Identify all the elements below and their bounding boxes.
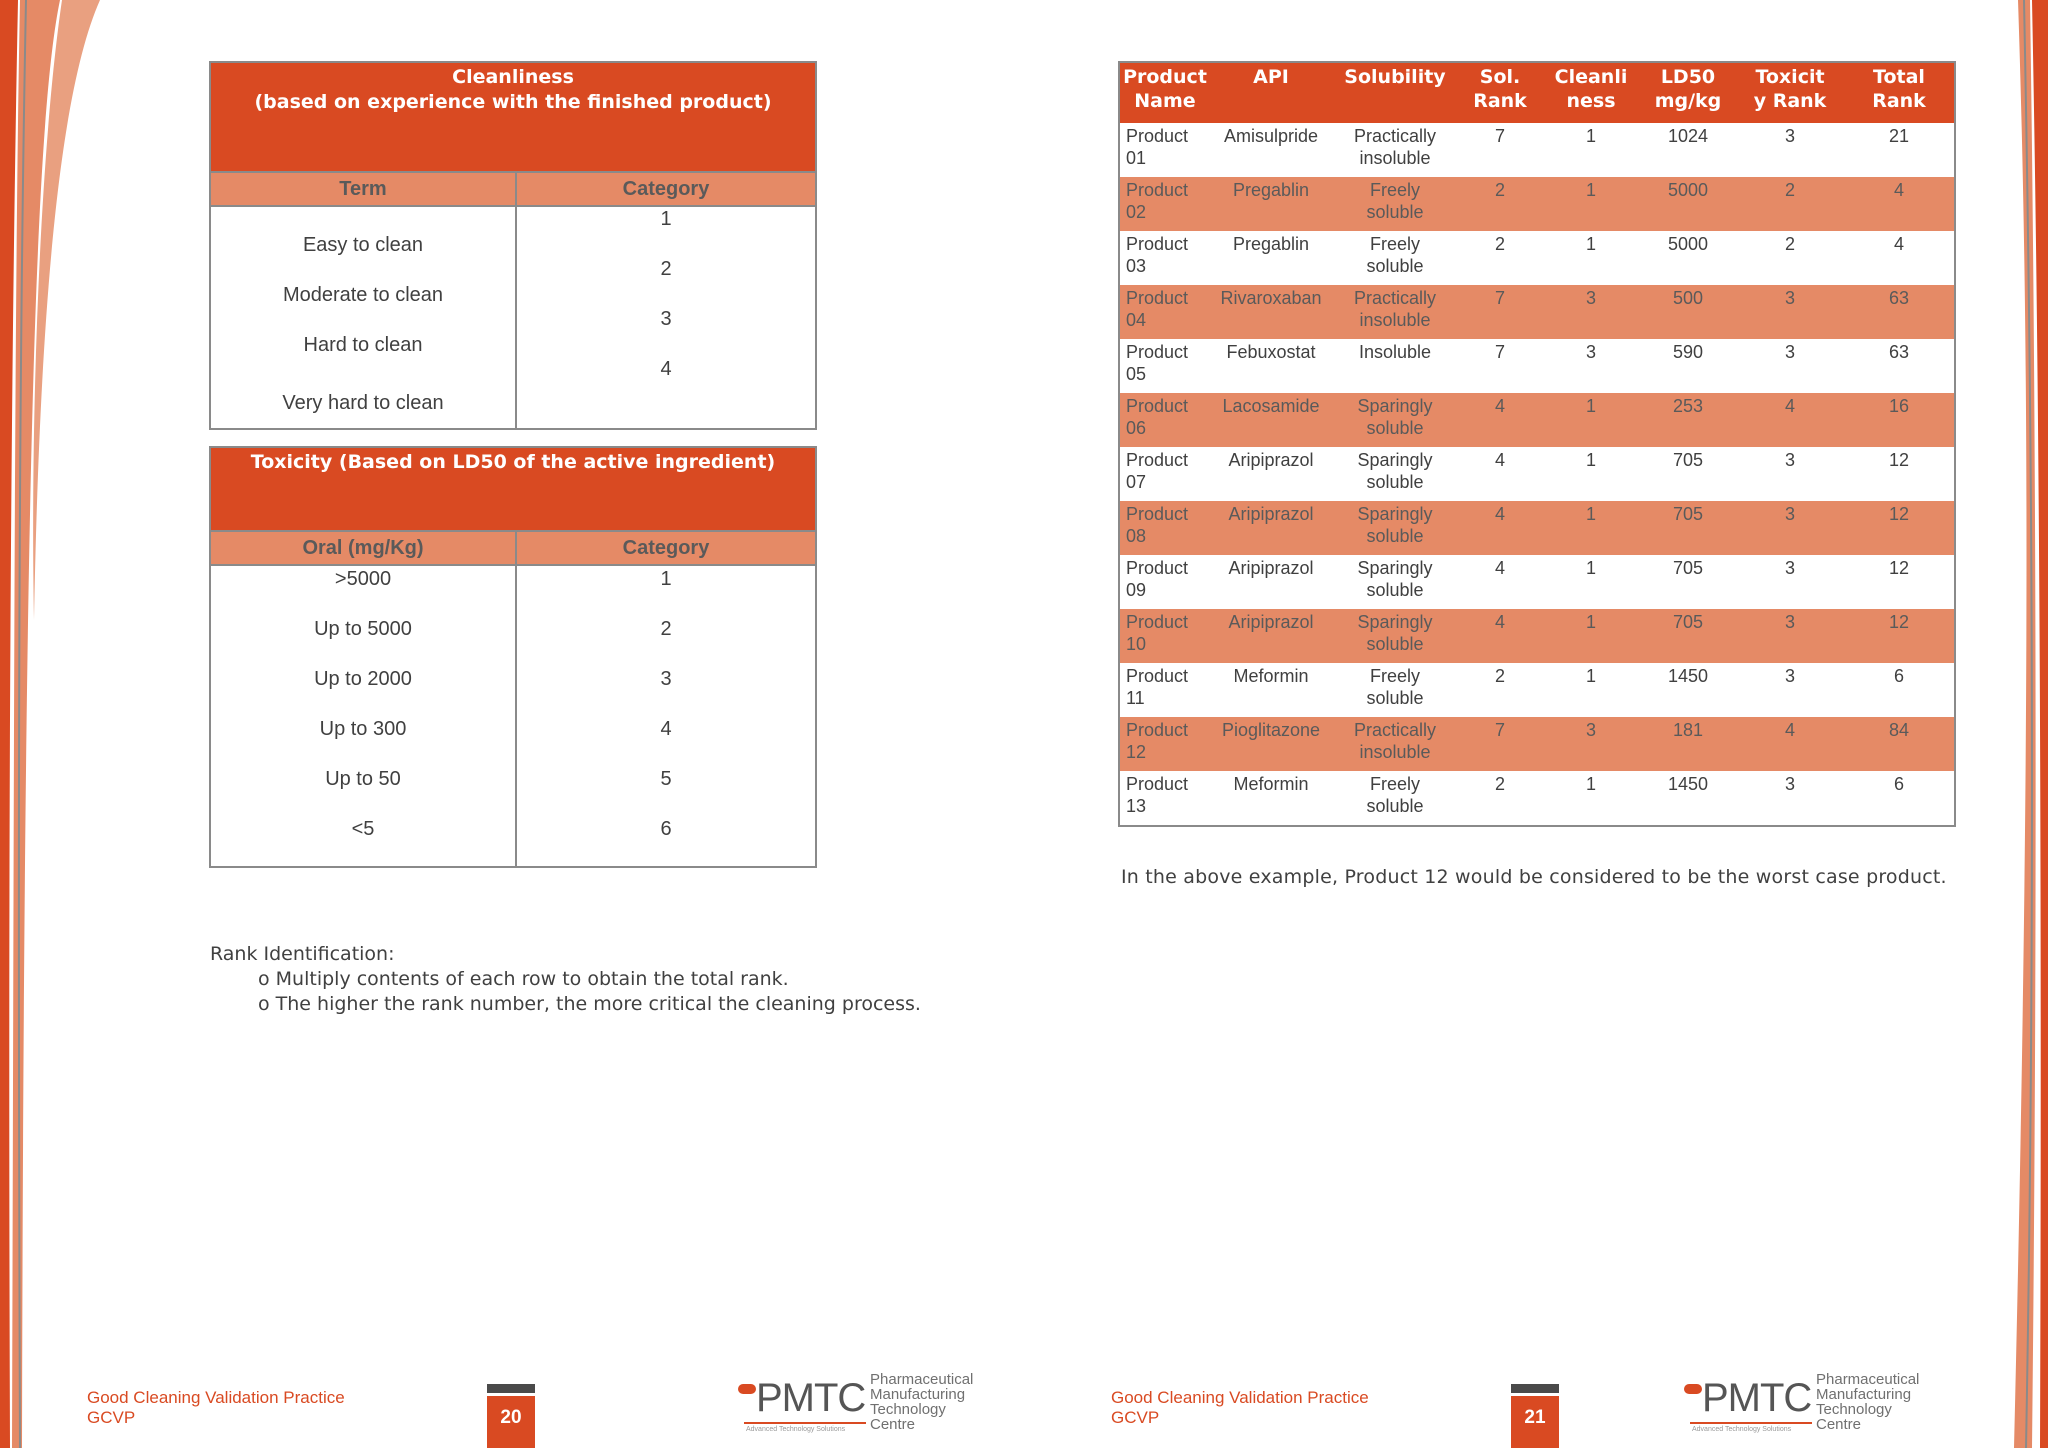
api-cell: Lacosamide <box>1210 393 1332 447</box>
toxicity-rank-cell: 3 <box>1736 285 1844 339</box>
cleanliness-cell: 3 <box>1542 717 1640 771</box>
ld50-cell: 253 <box>1640 393 1736 447</box>
oral-cell: >5000 <box>334 568 392 590</box>
api-cell: Aripiprazol <box>1210 501 1332 555</box>
footer-left-line2: GCVP <box>87 1408 136 1427</box>
ld50-cell: 5000 <box>1667 234 1709 254</box>
api-cell: Aripiprazol <box>1210 609 1332 663</box>
solubility-cell: Sparingly soluble <box>1332 609 1458 663</box>
sol-rank-cell: 7 <box>1494 126 1505 146</box>
solubility-cell: Freely soluble <box>1332 177 1458 231</box>
toxicity-rank-cell: 3 <box>1784 666 1795 686</box>
cleanliness-cell: 1 <box>1542 609 1640 663</box>
toxicity-rank-cell: 3 <box>1784 558 1795 578</box>
total-rank-cell: 21 <box>1888 126 1910 146</box>
category-cell: 5 <box>660 768 672 790</box>
column-header-oral: Oral (mg/Kg) <box>210 531 516 565</box>
footer-left-title <box>87 1388 345 1428</box>
footer-right-line2: GCVP <box>1111 1408 1160 1427</box>
category-cell: 3 <box>660 308 672 330</box>
pmtc-logo-right <box>1678 1372 1938 1438</box>
ld50-cell: 705 <box>1640 609 1736 663</box>
category-cell: 1 <box>660 568 672 590</box>
category-cell: 2 <box>660 258 672 280</box>
solubility-cell: Practically insoluble <box>1332 717 1458 771</box>
cleanliness-cell: 1 <box>1585 666 1596 686</box>
page-number-right: 21 <box>1511 1396 1559 1448</box>
toxicity-rank-cell: 3 <box>1784 774 1795 794</box>
cleanliness-cell: 1 <box>1585 774 1596 794</box>
sol-rank-cell: 7 <box>1458 285 1542 339</box>
column-header-total-rank: Total Rank <box>1844 62 1955 123</box>
toxicity-rank-cell: 3 <box>1784 126 1795 146</box>
sol-rank-cell: 7 <box>1458 717 1542 771</box>
footer-right-line1: Good Cleaning Validation Practice <box>1111 1388 1369 1407</box>
category-cell: 4 <box>660 358 672 380</box>
toxicity-rank-cell: 3 <box>1736 609 1844 663</box>
product-name-cell: Product 09 <box>1126 558 1189 600</box>
table-row <box>1119 717 1955 771</box>
product-name-cell: Product 06 <box>1119 393 1210 447</box>
product-name-cell: Product 11 <box>1126 666 1189 708</box>
logo-wordmark: PMTC <box>756 1376 866 1420</box>
solubility-cell: Practically insoluble <box>1332 285 1458 339</box>
product-name-cell: Product 04 <box>1119 285 1210 339</box>
table-row <box>1119 663 1955 717</box>
api-cell: Meformin <box>1233 774 1309 794</box>
table-row <box>1119 285 1955 339</box>
cleanliness-title-line1: Cleanliness <box>452 66 574 88</box>
api-cell: Pioglitazone <box>1210 717 1332 771</box>
product-name-cell: Product 13 <box>1126 774 1189 816</box>
total-rank-cell: 12 <box>1844 501 1955 555</box>
total-rank-cell: 12 <box>1888 450 1910 470</box>
worst-case-note: In the above example, Product 12 would be considered to be the worst case product. <box>1121 866 1947 888</box>
category-column <box>516 565 816 867</box>
category-cell: 6 <box>660 818 672 840</box>
api-cell: Aripiprazol <box>1228 558 1314 578</box>
product-name-cell: Product 01 <box>1126 126 1189 168</box>
sol-rank-cell: 4 <box>1458 609 1542 663</box>
solubility-cell: Sparingly soluble <box>1357 558 1433 600</box>
table-row <box>1119 393 1955 447</box>
solubility-cell: Insoluble <box>1358 342 1432 362</box>
sol-rank-cell: 7 <box>1494 342 1505 362</box>
page-number-bar <box>1511 1384 1559 1393</box>
term-column <box>210 206 516 429</box>
total-rank-cell: 63 <box>1888 342 1910 362</box>
product-name-cell: Product 02 <box>1119 177 1210 231</box>
sol-rank-cell: 4 <box>1494 450 1505 470</box>
ld50-cell: 590 <box>1672 342 1704 362</box>
column-header-cleanliness: Cleanli ness <box>1542 62 1640 123</box>
ld50-cell: 500 <box>1640 285 1736 339</box>
logo-subtitle: Pharmaceutical Manufacturing Technology Centre <box>1816 1371 1920 1433</box>
total-rank-cell: 6 <box>1893 774 1904 794</box>
solubility-cell: Sparingly soluble <box>1332 501 1458 555</box>
term-cell: Very hard to clean <box>282 392 444 414</box>
total-rank-cell: 12 <box>1844 609 1955 663</box>
rank-identification-bullet: o Multiply contents of each row to obtain the total rank. <box>258 968 789 990</box>
cleanliness-cell: 1 <box>1542 501 1640 555</box>
cleanliness-cell: 1 <box>1585 126 1596 146</box>
total-rank-cell: 6 <box>1893 666 1904 686</box>
column-header-product-name: Product Name <box>1119 62 1210 123</box>
product-name-cell: Product 05 <box>1126 342 1189 384</box>
product-name-cell: Product 08 <box>1119 501 1210 555</box>
sol-rank-cell: 4 <box>1458 393 1542 447</box>
toxicity-table-title: Toxicity (Based on LD50 of the active ingredient) <box>210 447 816 531</box>
sol-rank-cell: 2 <box>1494 666 1505 686</box>
solubility-cell: Practically insoluble <box>1353 126 1437 168</box>
column-header-solubility: Solubility <box>1332 62 1458 123</box>
rank-identification-bullet: o The higher the rank number, the more critical the cleaning process. <box>258 993 921 1015</box>
page-number-left: 20 <box>487 1396 535 1448</box>
api-cell: Meformin <box>1233 666 1309 686</box>
cleanliness-title-line2: (based on experience with the finished product) <box>254 91 772 113</box>
sol-rank-cell: 4 <box>1458 501 1542 555</box>
solubility-cell: Sparingly soluble <box>1357 450 1433 492</box>
total-rank-cell: 63 <box>1844 285 1955 339</box>
rank-identification-heading: Rank Identification: <box>210 943 395 965</box>
product-name-cell: Product 07 <box>1126 450 1189 492</box>
footer-right-title <box>1111 1388 1369 1428</box>
total-rank-cell: 84 <box>1844 717 1955 771</box>
solubility-cell: Freely soluble <box>1366 774 1424 816</box>
product-name-cell: Product 10 <box>1119 609 1210 663</box>
table-row <box>1119 123 1955 177</box>
term-cell: Easy to clean <box>302 234 424 256</box>
ld50-cell: 705 <box>1672 558 1704 578</box>
logo-underline <box>1690 1422 1812 1424</box>
total-rank-cell: 4 <box>1893 234 1904 254</box>
ld50-cell: 705 <box>1640 501 1736 555</box>
column-header-ld50: LD50 mg/kg <box>1640 62 1736 123</box>
toxicity-rank-cell: 3 <box>1736 501 1844 555</box>
category-cell: 2 <box>660 618 672 640</box>
table-row <box>1119 177 1955 231</box>
sol-rank-cell: 2 <box>1458 177 1542 231</box>
table-row <box>1119 609 1955 663</box>
term-cell: Moderate to clean <box>282 284 444 306</box>
category-cell: 1 <box>660 208 672 230</box>
ld50-cell: 705 <box>1672 450 1704 470</box>
toxicity-rank-cell: 3 <box>1784 342 1795 362</box>
logo-underline <box>744 1422 866 1424</box>
solubility-cell: Freely soluble <box>1366 666 1424 708</box>
oral-column <box>210 565 516 867</box>
logo-tagline: Advanced Technology Solutions <box>1692 1426 1792 1433</box>
footer-left-line1: Good Cleaning Validation Practice <box>87 1388 345 1407</box>
logo-mark-icon <box>1684 1384 1702 1394</box>
api-cell: Rivaroxaban <box>1210 285 1332 339</box>
product-name-cell: Product 03 <box>1126 234 1189 276</box>
ld50-cell: 1024 <box>1667 126 1709 146</box>
term-cell: Hard to clean <box>303 334 423 356</box>
logo-subtitle: Pharmaceutical Manufacturing Technology Centre <box>870 1371 974 1433</box>
oral-cell: Up to 50 <box>325 768 401 790</box>
product-table-header-row <box>1119 62 1955 123</box>
solubility-cell: Freely soluble <box>1366 234 1424 276</box>
cleanliness-cell: 1 <box>1542 177 1640 231</box>
ld50-cell: 1450 <box>1667 774 1709 794</box>
oral-cell: Up to 300 <box>319 718 407 740</box>
table-row <box>1119 555 1955 609</box>
right-page-edge-decoration <box>1988 0 2048 1448</box>
cleanliness-cell: 1 <box>1585 450 1596 470</box>
cleanliness-cell: 1 <box>1542 393 1640 447</box>
ld50-cell: 181 <box>1640 717 1736 771</box>
logo-tagline: Advanced Technology Solutions <box>746 1426 846 1433</box>
cleanliness-cell: 1 <box>1585 558 1596 578</box>
cleanliness-cell: 3 <box>1585 342 1596 362</box>
cleanliness-table-title <box>210 62 816 172</box>
api-cell: Febuxostat <box>1226 342 1316 362</box>
ld50-cell: 5000 <box>1640 177 1736 231</box>
column-header-category: Category <box>516 172 816 206</box>
sol-rank-cell: 2 <box>1494 234 1505 254</box>
total-rank-cell: 16 <box>1844 393 1955 447</box>
oral-cell: Up to 2000 <box>314 668 412 690</box>
category-cell: 3 <box>660 668 672 690</box>
product-ranking-table <box>1118 61 1956 827</box>
table-row <box>1119 231 1955 285</box>
cleanliness-table <box>209 61 817 430</box>
api-cell: Aripiprazol <box>1228 450 1314 470</box>
total-rank-cell: 4 <box>1844 177 1955 231</box>
category-column <box>516 206 816 429</box>
logo-wordmark: PMTC <box>1702 1376 1812 1420</box>
category-cell: 4 <box>660 718 672 740</box>
toxicity-rank-cell: 4 <box>1736 717 1844 771</box>
column-header-api: API <box>1210 62 1332 123</box>
api-cell: Pregablin <box>1232 234 1310 254</box>
toxicity-rank-cell: 2 <box>1736 177 1844 231</box>
toxicity-rank-cell: 2 <box>1784 234 1795 254</box>
page-number-bar <box>487 1384 535 1393</box>
sol-rank-cell: 2 <box>1494 774 1505 794</box>
table-row <box>1119 771 1955 826</box>
solubility-cell: Sparingly soluble <box>1332 393 1458 447</box>
logo-mark-icon <box>738 1384 756 1394</box>
total-rank-cell: 12 <box>1888 558 1910 578</box>
product-name-cell: Product 12 <box>1119 717 1210 771</box>
ld50-cell: 1450 <box>1667 666 1709 686</box>
api-cell: Amisulpride <box>1223 126 1319 146</box>
cleanliness-cell: 3 <box>1542 285 1640 339</box>
rank-identification <box>210 942 921 1017</box>
table-row <box>1119 447 1955 501</box>
toxicity-table <box>209 446 817 868</box>
column-header-toxicity-rank: Toxicit y Rank <box>1736 62 1844 123</box>
column-header-category: Category <box>516 531 816 565</box>
pmtc-logo-left <box>732 1372 992 1438</box>
table-row <box>1119 501 1955 555</box>
toxicity-rank-cell: 3 <box>1784 450 1795 470</box>
toxicity-rank-cell: 4 <box>1736 393 1844 447</box>
left-page-edge-decoration <box>0 0 110 1448</box>
column-header-sol-rank: Sol. Rank <box>1458 62 1542 123</box>
oral-cell: <5 <box>351 818 375 840</box>
api-cell: Pregablin <box>1210 177 1332 231</box>
oral-cell: Up to 5000 <box>314 618 412 640</box>
column-header-term: Term <box>210 172 516 206</box>
cleanliness-cell: 1 <box>1585 234 1596 254</box>
sol-rank-cell: 4 <box>1494 558 1505 578</box>
table-row <box>1119 339 1955 393</box>
